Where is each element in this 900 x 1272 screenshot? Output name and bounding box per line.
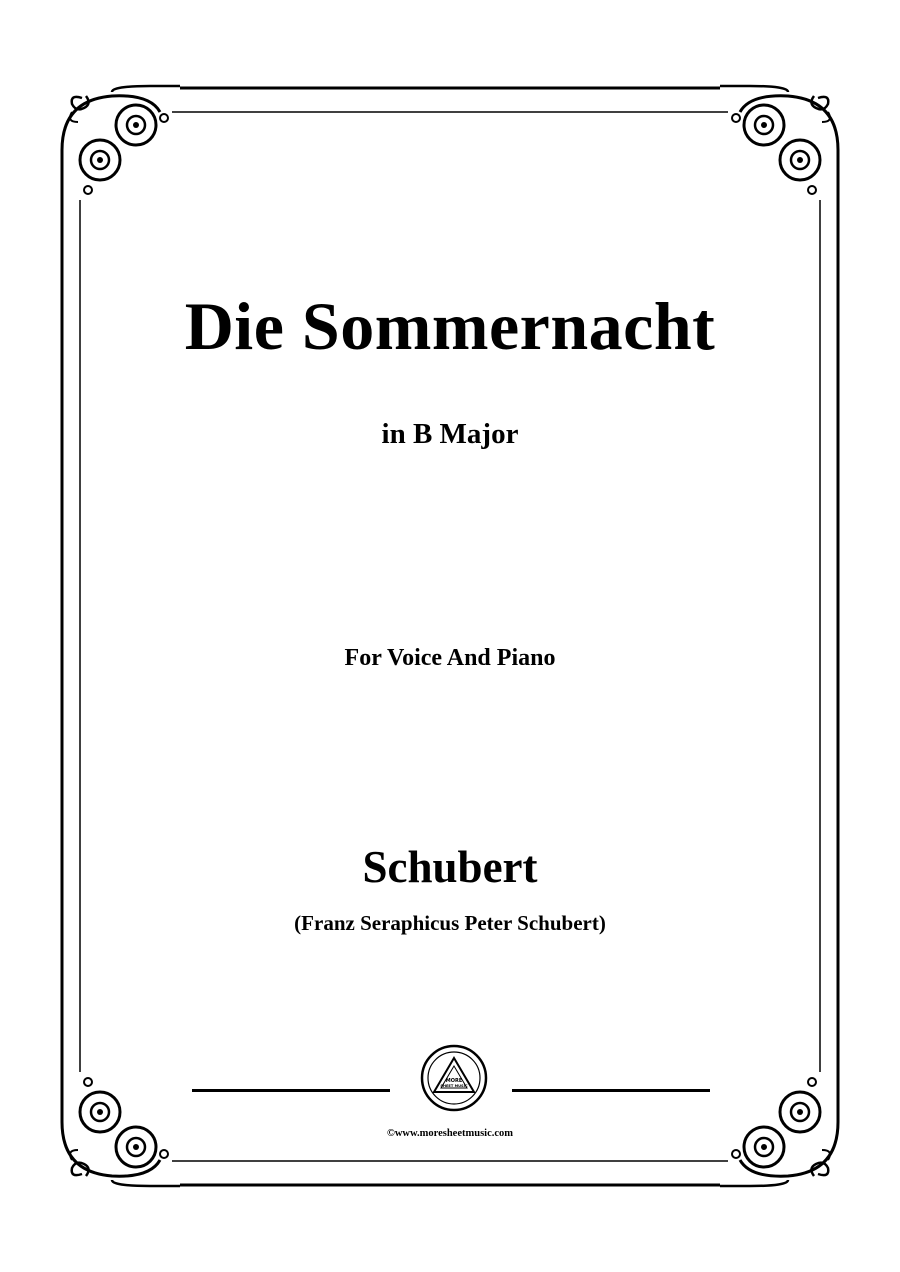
copyright-notice: ©www.moresheetmusic.com: [386, 1128, 514, 1139]
divider-right: [512, 1089, 710, 1092]
score-title: Die Sommernacht: [184, 288, 716, 364]
divider-left: [192, 1089, 390, 1092]
svg-text:SHEET MUSIC: SHEET MUSIC: [440, 1084, 468, 1088]
composer-name: Schubert: [362, 842, 538, 892]
key-signature: in B Major: [381, 418, 519, 450]
composer-full-name: (Franz Seraphicus Peter Schubert): [294, 911, 606, 935]
publisher-seal-icon: [420, 1044, 488, 1112]
instrumentation: For Voice And Piano: [344, 645, 556, 671]
svg-text:MORE: MORE: [445, 1078, 463, 1084]
